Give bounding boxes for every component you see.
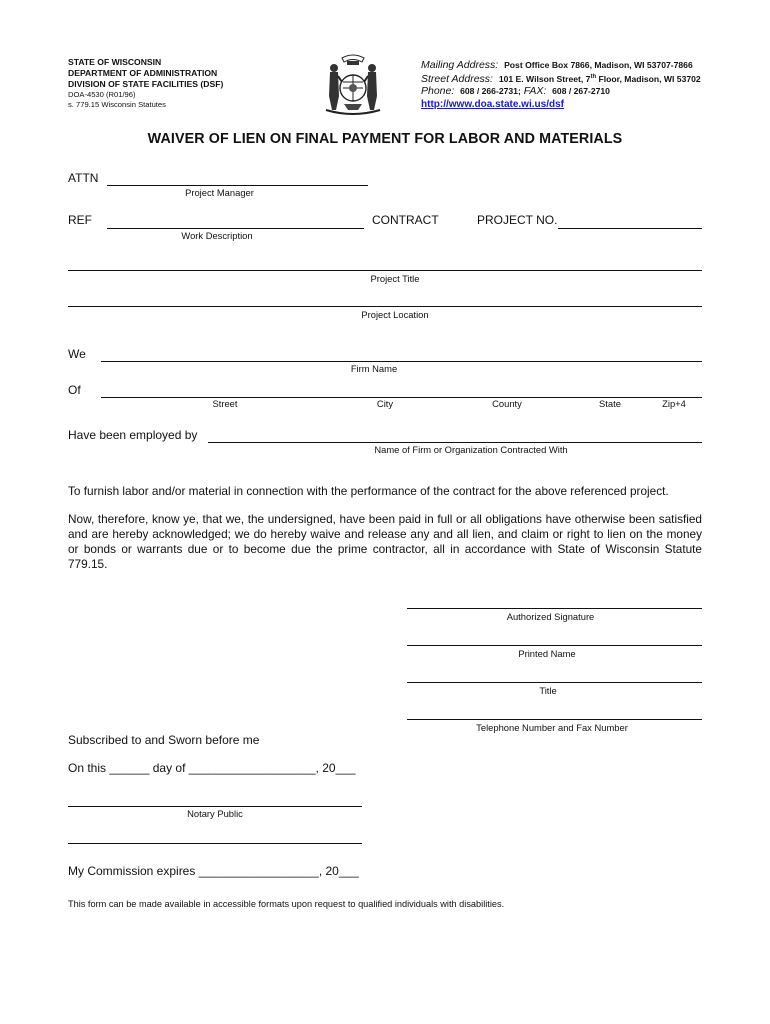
authorized-signature-line[interactable] <box>407 608 702 609</box>
mailing-address-label: Mailing Address: <box>421 59 499 71</box>
agency-block <box>68 57 223 110</box>
mailing-address-value: Post Office Box 7866, Madison, WI 53707-7866 <box>504 60 693 70</box>
project-no-label: PROJECT NO. <box>477 213 558 227</box>
work-description-caption: Work Description <box>181 230 253 241</box>
of-label: Of <box>68 383 81 397</box>
firm-name-input-line[interactable] <box>101 361 702 362</box>
contact-block <box>421 59 701 111</box>
ref-label: REF <box>68 213 92 227</box>
title-line[interactable] <box>407 682 702 683</box>
we-label: We <box>68 347 86 361</box>
accessibility-footer: This form can be made available in accessible formats upon request to qualified individuals with disabilities. <box>68 899 505 909</box>
phone-value: 608 / 266-2731; <box>460 86 521 97</box>
commission-expires-text[interactable]: My Commission expires __________________, 20___ <box>68 864 359 878</box>
attn-input-line[interactable] <box>107 185 368 186</box>
agency-line-department: DEPARTMENT OF ADMINISTRATION <box>68 68 218 78</box>
printed-name-line[interactable] <box>407 645 702 646</box>
zip-caption: Zip+4 <box>662 398 686 409</box>
street-address-sup: th <box>590 74 597 81</box>
county-caption: County <box>492 398 522 409</box>
printed-name-caption: Printed Name <box>518 648 576 659</box>
telephone-fax-caption: Telephone Number and Fax Number <box>476 722 628 733</box>
statute-ref: s. 779.15 Wisconsin Statutes <box>68 100 166 109</box>
project-no-input-line[interactable] <box>558 228 702 229</box>
title-caption: Title <box>539 685 557 696</box>
agency-line-division: DIVISION OF STATE FACILITIES (DSF) <box>68 79 224 89</box>
employed-by-label: Have been employed by <box>68 428 198 442</box>
street-address-label: Street Address: <box>421 73 493 86</box>
project-manager-caption: Project Manager <box>185 187 254 198</box>
mailing-address <box>421 59 701 71</box>
notary-extra-line[interactable] <box>68 843 362 844</box>
fax-label: FAX: <box>523 85 547 98</box>
phone-fax <box>421 85 701 97</box>
wisconsin-seal-icon <box>322 52 384 116</box>
firm-name-caption: Firm Name <box>350 363 398 374</box>
statement-paragraph-2: Now, therefore, know ye, that we, the undersigned, have been paid in full or all obligations have otherwise been satisfied and are hereby acknowledged; we do hereby waive and release any and all lien, and claim or right to lien on the money or bonds or warrants due or to become due the prime contractor, all in accordance with State of Wisconsin Statute 779.15. <box>68 512 702 571</box>
website-link[interactable]: http://www.doa.state.wi.us/dsf <box>421 98 564 110</box>
state-caption: State <box>599 398 621 409</box>
statement-paragraph-1: To furnish labor and/or material in connection with the performance of the contract for the above referenced project. <box>68 484 669 498</box>
phone-label: Phone: <box>421 85 455 98</box>
street-address-value <box>499 74 701 84</box>
street-address-part-b: Floor, Madison, WI 53702 <box>596 74 701 85</box>
form-title: WAIVER OF LIEN ON FINAL PAYMENT FOR LABOR AND MATERIALS <box>147 131 623 147</box>
project-title-input-line[interactable] <box>68 270 702 271</box>
ref-input-line[interactable] <box>107 228 364 229</box>
city-caption: City <box>376 398 394 409</box>
authorized-signature-caption: Authorized Signature <box>506 611 595 622</box>
on-this-day-text[interactable]: On this ______ day of ___________________, 20___ <box>68 761 356 775</box>
employed-by-input-line[interactable] <box>208 442 702 443</box>
agency-line-state: STATE OF WISCONSIN <box>68 57 162 67</box>
telephone-fax-line[interactable] <box>407 719 702 720</box>
contract-label: CONTRACT <box>372 213 439 227</box>
contracted-with-caption: Name of Firm or Organization Contracted With <box>374 444 568 455</box>
attn-label: ATTN <box>68 171 99 185</box>
form-id: DOA-4530 (R01/96) <box>68 90 136 99</box>
notary-public-line[interactable] <box>68 806 362 807</box>
street-address <box>421 71 701 85</box>
fax-value: 608 / 267-2710 <box>552 86 610 97</box>
subscribed-sworn-text: Subscribed to and Sworn before me <box>68 733 260 747</box>
project-title-caption: Project Title <box>370 273 420 284</box>
street-caption: Street <box>212 398 238 409</box>
project-location-input-line[interactable] <box>68 306 702 307</box>
notary-public-caption: Notary Public <box>187 808 243 819</box>
project-location-caption: Project Location <box>361 309 429 320</box>
street-address-part-a: 101 E. Wilson Street, 7 <box>498 74 591 85</box>
